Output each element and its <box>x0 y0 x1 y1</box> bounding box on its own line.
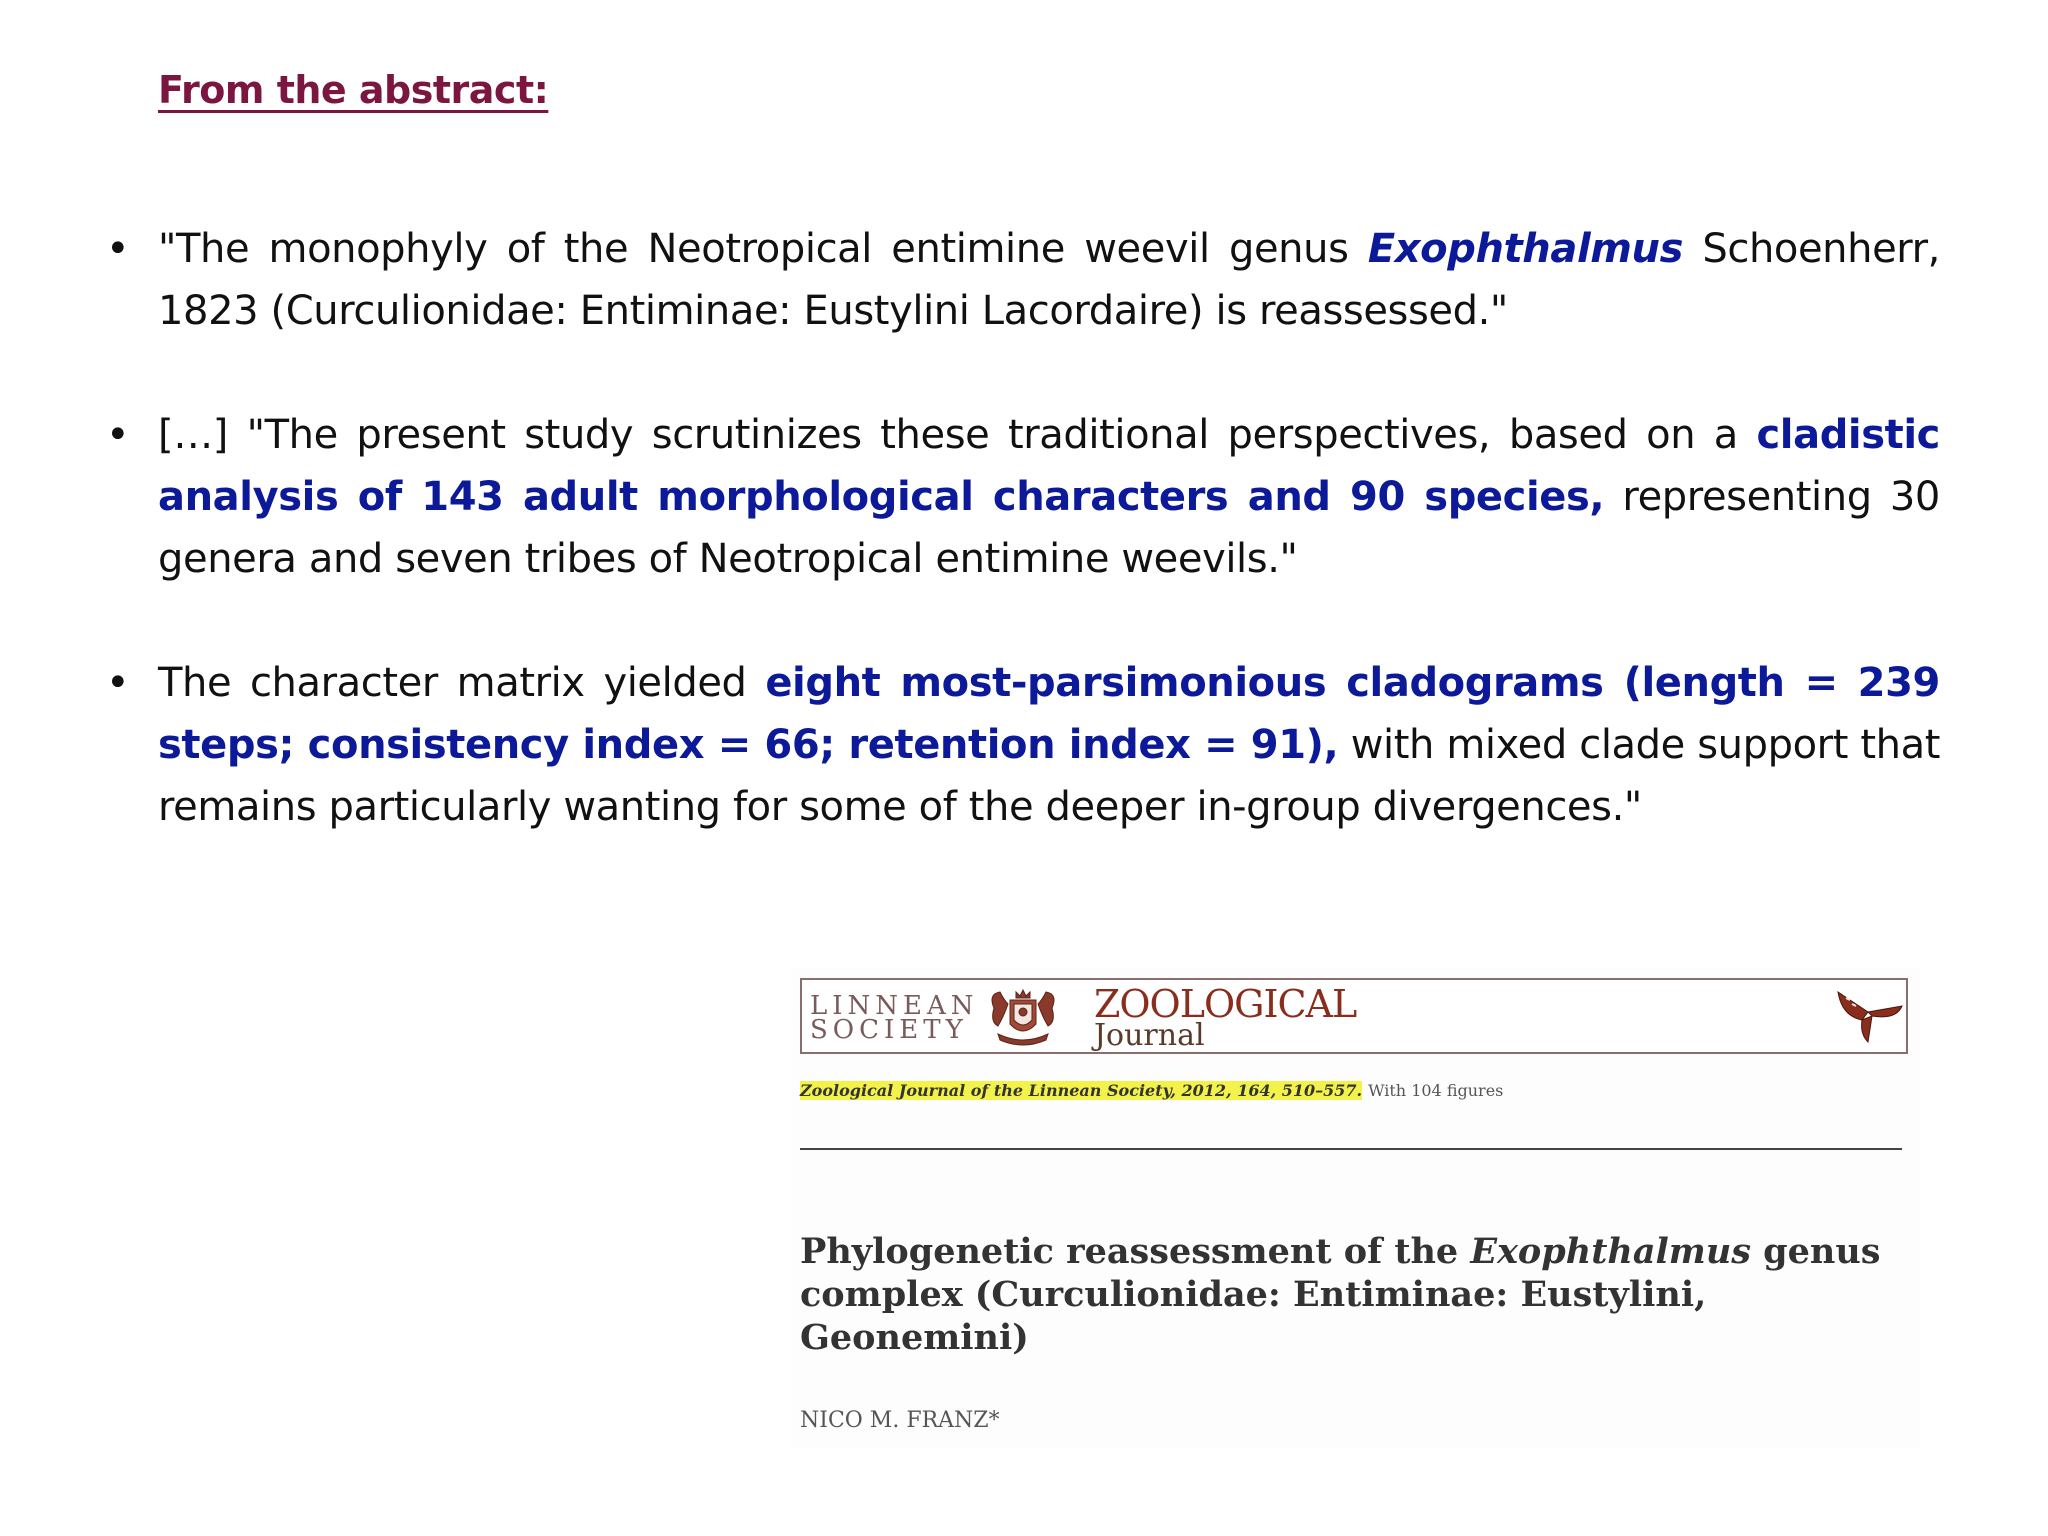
bullet-dot-icon: • <box>106 412 130 458</box>
slide-heading: From the abstract: <box>158 68 549 112</box>
divider <box>800 1148 1902 1150</box>
bullet-item-3 <box>100 652 1940 838</box>
bullet-text: with mixed clade support that remains particularly wanting for some of the deeper in-group divergences." <box>158 722 1940 830</box>
bullet-text: representing 30 genera and seven tribes of Neotropical entimine weevils." <box>158 474 1940 582</box>
paper-title-genus: Exophthalmus <box>1470 1231 1751 1272</box>
bullet-item-2 <box>100 404 1940 590</box>
figure-count: With 104 figures <box>1368 1081 1504 1100</box>
bullet-dot-icon: • <box>106 660 130 706</box>
journal-title: ZOOLOGICAL <box>1094 982 1357 1026</box>
bullet-text: "The monophyly of the Neotropical entimine weevil genus <box>158 226 1368 272</box>
highlighted-citation: Zoological Journal of the Linnean Society, 2012, 164, 510–557. <box>800 1081 1363 1100</box>
paper-title-part: genus complex (Curculionidae: Entiminae: Eustylini, Geonemini) <box>800 1231 1881 1358</box>
paper-title-part: Phylogenetic reassessment of the <box>800 1231 1471 1272</box>
swallowtail-butterfly-icon <box>1832 986 1904 1046</box>
journal-masthead <box>800 978 1908 1054</box>
bullet-text: Schoenherr, 1823 (Curculionidae: Entiminae: Eustylini Lacordaire) is reassessed." <box>158 226 1940 334</box>
bullet-text: […] "The present study scrutinizes these traditional perspectives, based on a <box>158 412 1757 458</box>
bullet-dot-icon: • <box>106 226 130 272</box>
society-line-1: LINNEAN <box>810 991 979 1021</box>
bullet-item-1 <box>100 218 1940 342</box>
bullet-list <box>100 218 1940 900</box>
society-line-2: SOCIETY <box>810 1015 968 1045</box>
highlighted-phrase: eight most-parsimonious cladograms (length = 239 steps; consistency index = 66; retention index = 91), <box>158 660 1940 768</box>
journal-citation <box>800 1080 1503 1102</box>
paper-title <box>800 1230 1900 1359</box>
paper-image <box>790 968 1920 1448</box>
journal-subtitle: Journal <box>1094 1018 1205 1053</box>
bullet-text: The character matrix yielded <box>158 660 766 706</box>
genus-name: Exophthalmus <box>1367 226 1684 272</box>
paper-author: NICO M. FRANZ* <box>800 1408 1000 1433</box>
society-logo <box>810 991 979 1045</box>
highlighted-phrase: cladistic analysis of 143 adult morphological characters and 90 species, <box>158 412 1940 520</box>
coat-of-arms-icon <box>980 986 1066 1048</box>
